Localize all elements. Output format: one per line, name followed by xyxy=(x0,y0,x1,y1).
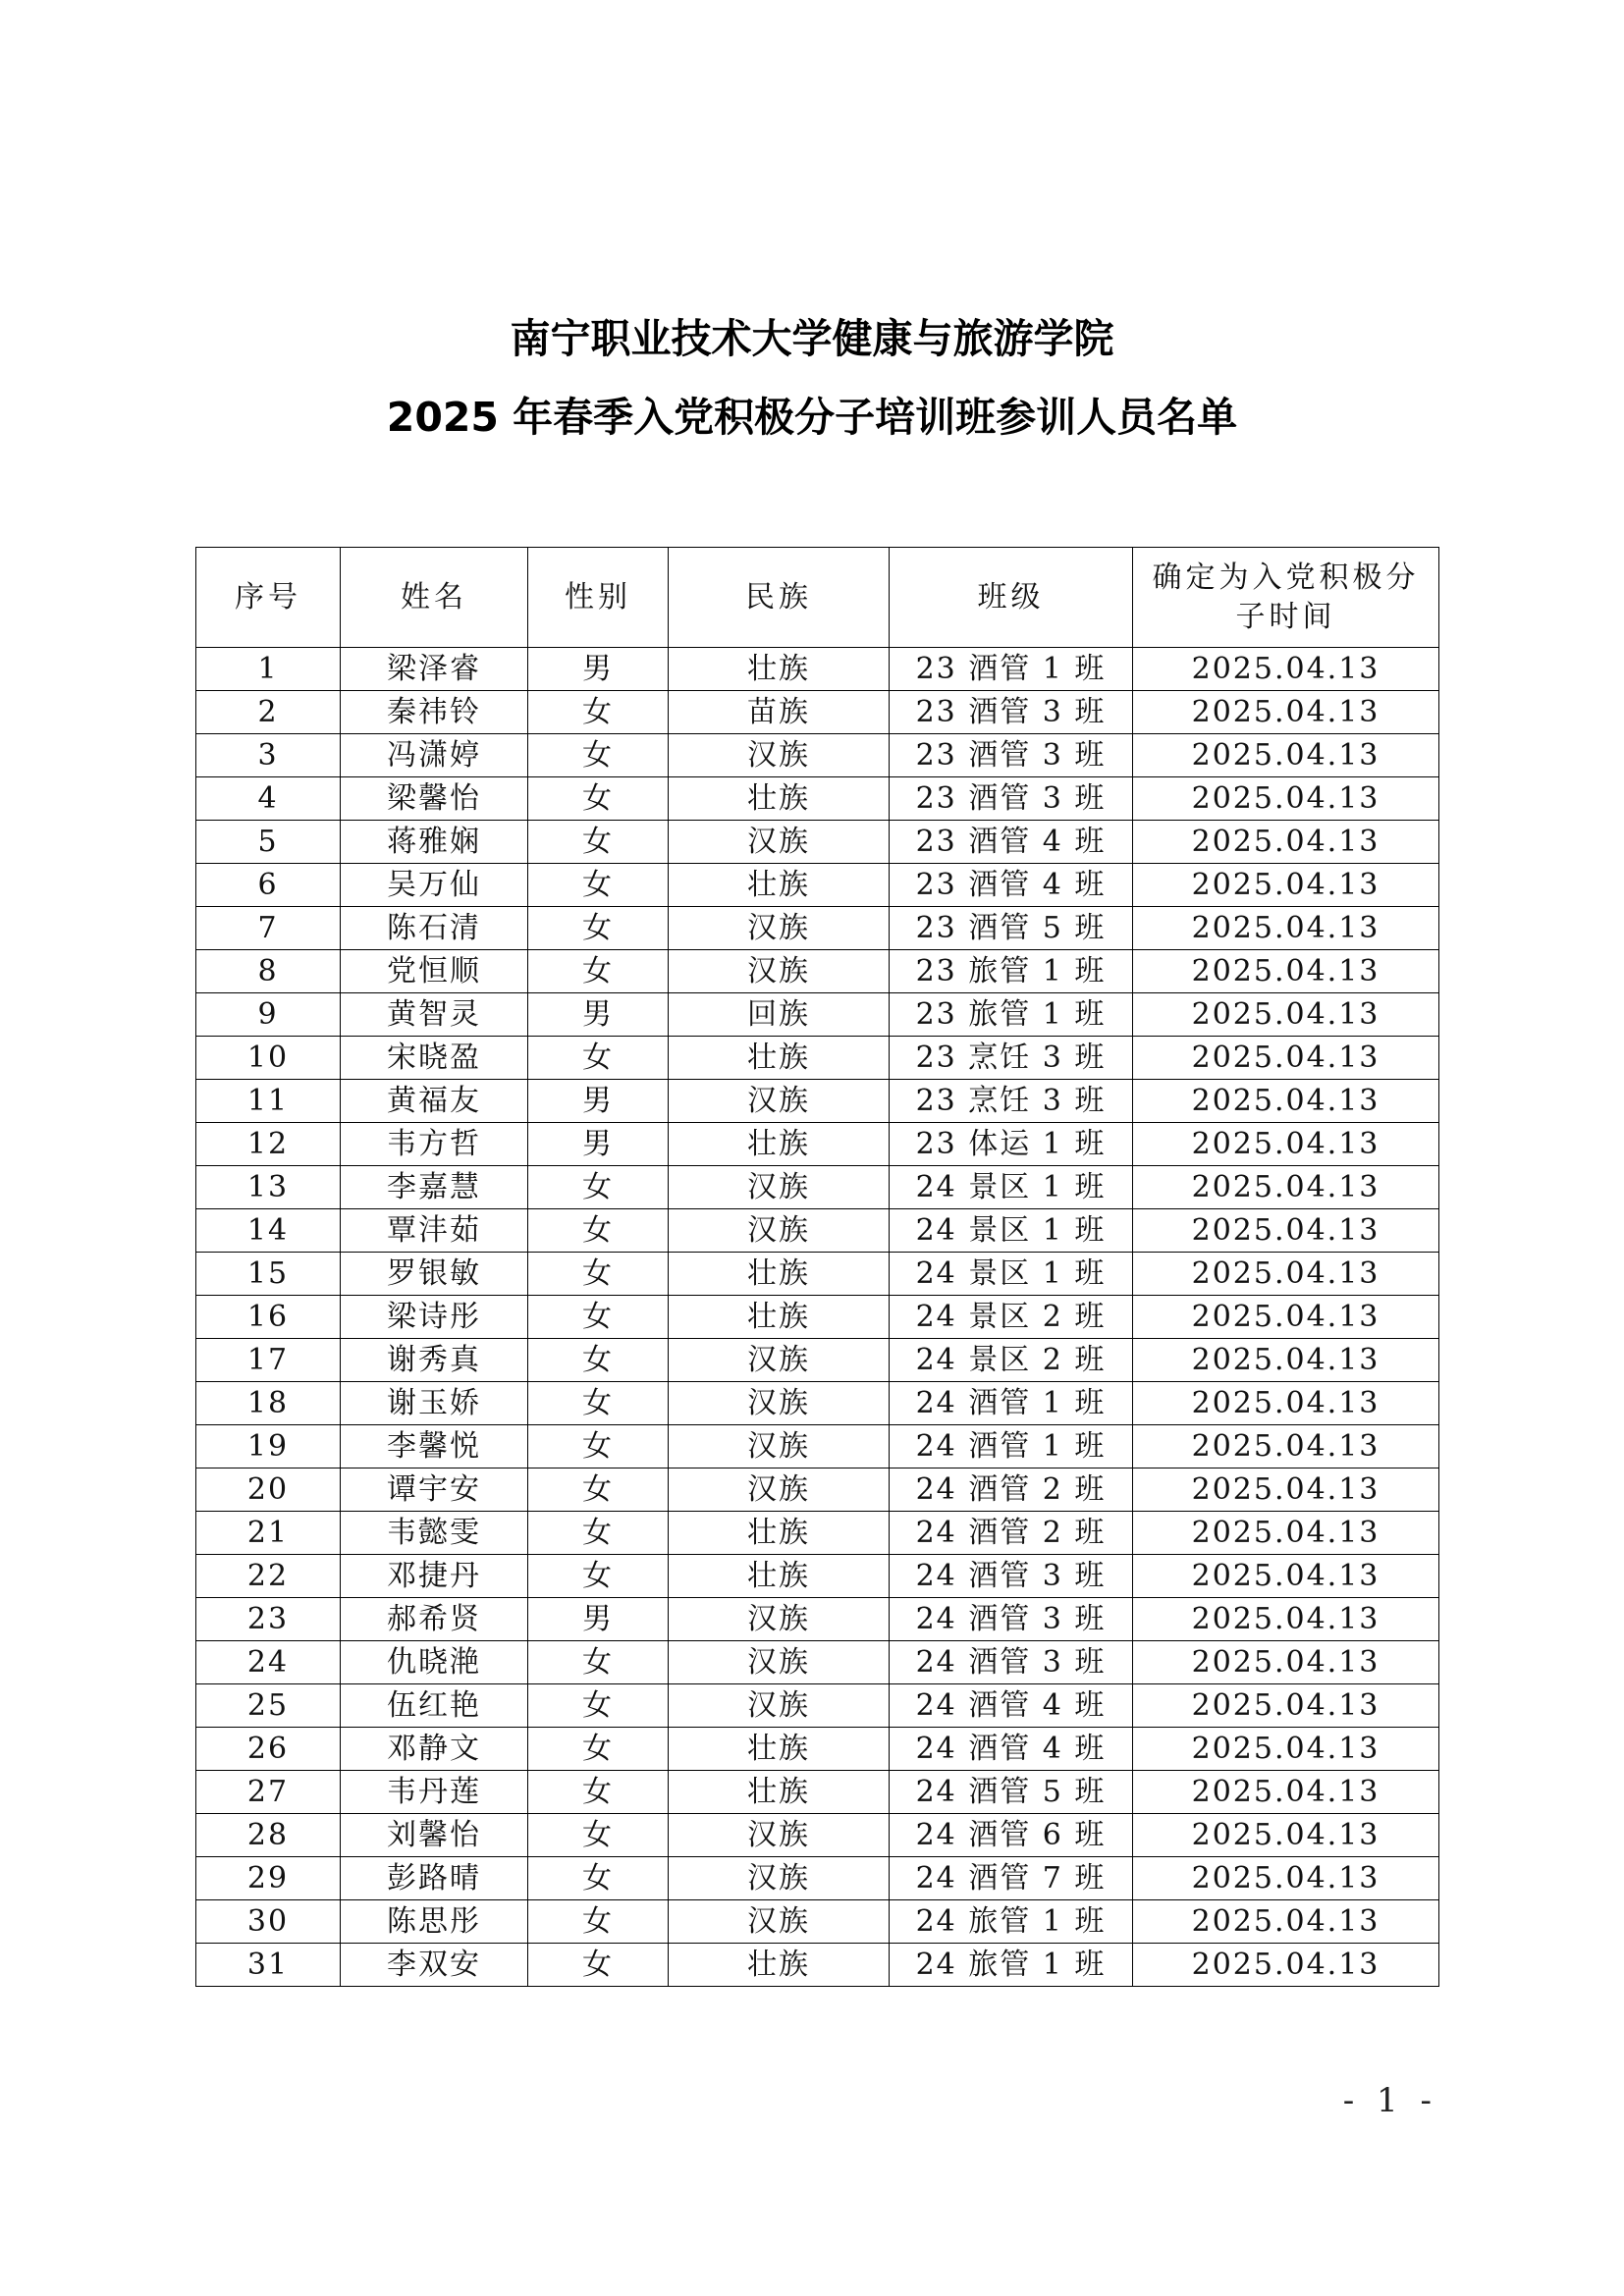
cell-class: 23 酒管 4 班 xyxy=(890,864,1133,907)
cell-name: 陈石清 xyxy=(341,907,528,950)
cell-confirm-date: 2025.04.13 xyxy=(1133,1555,1439,1598)
header-class: 班级 xyxy=(890,548,1133,648)
cell-index: 10 xyxy=(196,1037,341,1080)
cell-class: 23 酒管 3 班 xyxy=(890,777,1133,821)
cell-confirm-date: 2025.04.13 xyxy=(1133,1339,1439,1382)
table-row xyxy=(196,1771,1439,1814)
cell-class: 24 酒管 1 班 xyxy=(890,1382,1133,1425)
cell-gender: 女 xyxy=(528,907,669,950)
cell-confirm-date: 2025.04.13 xyxy=(1133,648,1439,691)
cell-ethnicity: 汉族 xyxy=(669,1166,890,1209)
table-row xyxy=(196,1857,1439,1900)
cell-gender: 女 xyxy=(528,1382,669,1425)
cell-index: 25 xyxy=(196,1684,341,1728)
cell-gender: 女 xyxy=(528,1253,669,1296)
cell-gender: 男 xyxy=(528,648,669,691)
cell-confirm-date: 2025.04.13 xyxy=(1133,864,1439,907)
cell-ethnicity: 壮族 xyxy=(669,777,890,821)
table-row xyxy=(196,777,1439,821)
cell-gender: 女 xyxy=(528,1209,669,1253)
cell-name: 梁馨怡 xyxy=(341,777,528,821)
cell-confirm-date: 2025.04.13 xyxy=(1133,1425,1439,1468)
table-row xyxy=(196,1253,1439,1296)
cell-confirm-date: 2025.04.13 xyxy=(1133,821,1439,864)
cell-class: 23 酒管 3 班 xyxy=(890,691,1133,734)
cell-index: 18 xyxy=(196,1382,341,1425)
cell-name: 梁泽睿 xyxy=(341,648,528,691)
cell-class: 24 酒管 4 班 xyxy=(890,1728,1133,1771)
cell-index: 12 xyxy=(196,1123,341,1166)
table-row xyxy=(196,1339,1439,1382)
table-row xyxy=(196,993,1439,1037)
cell-gender: 女 xyxy=(528,864,669,907)
cell-class: 23 烹饪 3 班 xyxy=(890,1080,1133,1123)
table-row xyxy=(196,1296,1439,1339)
table-row xyxy=(196,1123,1439,1166)
cell-class: 23 旅管 1 班 xyxy=(890,950,1133,993)
table-row xyxy=(196,1900,1439,1944)
cell-gender: 女 xyxy=(528,1641,669,1684)
table-row xyxy=(196,1598,1439,1641)
cell-ethnicity: 壮族 xyxy=(669,864,890,907)
cell-name: 邓静文 xyxy=(341,1728,528,1771)
cell-gender: 女 xyxy=(528,1728,669,1771)
cell-confirm-date: 2025.04.13 xyxy=(1133,1684,1439,1728)
cell-ethnicity: 汉族 xyxy=(669,907,890,950)
cell-confirm-date: 2025.04.13 xyxy=(1133,1771,1439,1814)
cell-name: 韦方哲 xyxy=(341,1123,528,1166)
cell-gender: 男 xyxy=(528,1123,669,1166)
cell-gender: 女 xyxy=(528,1555,669,1598)
cell-gender: 女 xyxy=(528,1900,669,1944)
table-row xyxy=(196,864,1439,907)
cell-ethnicity: 汉族 xyxy=(669,1814,890,1857)
cell-name: 覃沣茹 xyxy=(341,1209,528,1253)
cell-name: 彭路晴 xyxy=(341,1857,528,1900)
cell-class: 24 景区 2 班 xyxy=(890,1296,1133,1339)
cell-class: 23 旅管 1 班 xyxy=(890,993,1133,1037)
cell-confirm-date: 2025.04.13 xyxy=(1133,1080,1439,1123)
cell-gender: 女 xyxy=(528,1166,669,1209)
table-row xyxy=(196,1037,1439,1080)
cell-confirm-date: 2025.04.13 xyxy=(1133,734,1439,777)
cell-class: 23 酒管 3 班 xyxy=(890,734,1133,777)
cell-class: 24 旅管 1 班 xyxy=(890,1944,1133,1987)
table-row xyxy=(196,821,1439,864)
cell-index: 9 xyxy=(196,993,341,1037)
cell-gender: 女 xyxy=(528,1339,669,1382)
cell-gender: 女 xyxy=(528,821,669,864)
cell-ethnicity: 回族 xyxy=(669,993,890,1037)
table-row xyxy=(196,1728,1439,1771)
table-row xyxy=(196,1684,1439,1728)
cell-name: 谢玉娇 xyxy=(341,1382,528,1425)
cell-index: 13 xyxy=(196,1166,341,1209)
cell-index: 24 xyxy=(196,1641,341,1684)
cell-class: 23 酒管 4 班 xyxy=(890,821,1133,864)
cell-ethnicity: 壮族 xyxy=(669,1771,890,1814)
cell-class: 23 烹饪 3 班 xyxy=(890,1037,1133,1080)
cell-confirm-date: 2025.04.13 xyxy=(1133,1166,1439,1209)
cell-name: 梁诗彤 xyxy=(341,1296,528,1339)
cell-ethnicity: 汉族 xyxy=(669,1209,890,1253)
cell-gender: 女 xyxy=(528,1771,669,1814)
header-gender: 性别 xyxy=(528,548,669,648)
cell-index: 3 xyxy=(196,734,341,777)
cell-name: 郝希贤 xyxy=(341,1598,528,1641)
table-row xyxy=(196,1166,1439,1209)
cell-class: 24 景区 1 班 xyxy=(890,1209,1133,1253)
cell-index: 6 xyxy=(196,864,341,907)
table-row xyxy=(196,1641,1439,1684)
table-row xyxy=(196,1512,1439,1555)
cell-ethnicity: 汉族 xyxy=(669,1857,890,1900)
header-name: 姓名 xyxy=(341,548,528,648)
cell-confirm-date: 2025.04.13 xyxy=(1133,1037,1439,1080)
cell-ethnicity: 壮族 xyxy=(669,1253,890,1296)
cell-index: 11 xyxy=(196,1080,341,1123)
cell-name: 陈思彤 xyxy=(341,1900,528,1944)
cell-class: 24 酒管 2 班 xyxy=(890,1512,1133,1555)
cell-name: 李嘉慧 xyxy=(341,1166,528,1209)
cell-class: 24 酒管 1 班 xyxy=(890,1425,1133,1468)
cell-name: 伍红艳 xyxy=(341,1684,528,1728)
table-row xyxy=(196,1382,1439,1425)
cell-name: 党恒顺 xyxy=(341,950,528,993)
cell-confirm-date: 2025.04.13 xyxy=(1133,1728,1439,1771)
cell-name: 黄智灵 xyxy=(341,993,528,1037)
cell-index: 5 xyxy=(196,821,341,864)
cell-class: 24 酒管 3 班 xyxy=(890,1598,1133,1641)
cell-index: 23 xyxy=(196,1598,341,1641)
cell-gender: 女 xyxy=(528,1512,669,1555)
cell-ethnicity: 汉族 xyxy=(669,821,890,864)
cell-class: 24 景区 1 班 xyxy=(890,1166,1133,1209)
cell-ethnicity: 壮族 xyxy=(669,648,890,691)
cell-index: 15 xyxy=(196,1253,341,1296)
cell-class: 24 酒管 6 班 xyxy=(890,1814,1133,1857)
header-confirm-date: 确定为入党积极分子时间 xyxy=(1133,548,1439,648)
cell-gender: 男 xyxy=(528,1080,669,1123)
cell-ethnicity: 汉族 xyxy=(669,1468,890,1512)
cell-confirm-date: 2025.04.13 xyxy=(1133,1900,1439,1944)
cell-confirm-date: 2025.04.13 xyxy=(1133,777,1439,821)
cell-ethnicity: 壮族 xyxy=(669,1123,890,1166)
cell-name: 李馨悦 xyxy=(341,1425,528,1468)
cell-index: 31 xyxy=(196,1944,341,1987)
cell-name: 冯潇婷 xyxy=(341,734,528,777)
cell-gender: 女 xyxy=(528,1296,669,1339)
cell-confirm-date: 2025.04.13 xyxy=(1133,1857,1439,1900)
cell-index: 27 xyxy=(196,1771,341,1814)
cell-confirm-date: 2025.04.13 xyxy=(1133,1512,1439,1555)
cell-confirm-date: 2025.04.13 xyxy=(1133,691,1439,734)
cell-class: 23 酒管 1 班 xyxy=(890,648,1133,691)
table-row xyxy=(196,1814,1439,1857)
cell-gender: 女 xyxy=(528,777,669,821)
cell-gender: 女 xyxy=(528,1684,669,1728)
cell-index: 26 xyxy=(196,1728,341,1771)
cell-name: 秦祎铃 xyxy=(341,691,528,734)
cell-ethnicity: 汉族 xyxy=(669,1641,890,1684)
cell-ethnicity: 汉族 xyxy=(669,950,890,993)
table-row xyxy=(196,1555,1439,1598)
cell-name: 韦懿雯 xyxy=(341,1512,528,1555)
cell-index: 2 xyxy=(196,691,341,734)
cell-confirm-date: 2025.04.13 xyxy=(1133,1123,1439,1166)
cell-confirm-date: 2025.04.13 xyxy=(1133,1253,1439,1296)
cell-confirm-date: 2025.04.13 xyxy=(1133,1641,1439,1684)
cell-gender: 女 xyxy=(528,1857,669,1900)
cell-name: 李双安 xyxy=(341,1944,528,1987)
cell-name: 刘馨怡 xyxy=(341,1814,528,1857)
cell-ethnicity: 壮族 xyxy=(669,1296,890,1339)
table-row xyxy=(196,734,1439,777)
cell-gender: 女 xyxy=(528,691,669,734)
cell-class: 24 酒管 7 班 xyxy=(890,1857,1133,1900)
title-line-2: 2025 年春季入党积极分子培训班参训人员名单 xyxy=(386,394,1238,441)
cell-class: 23 酒管 5 班 xyxy=(890,907,1133,950)
cell-class: 24 酒管 3 班 xyxy=(890,1555,1133,1598)
cell-gender: 女 xyxy=(528,1944,669,1987)
cell-name: 罗银敏 xyxy=(341,1253,528,1296)
table-header-row xyxy=(196,548,1439,648)
cell-index: 22 xyxy=(196,1555,341,1598)
cell-name: 邓捷丹 xyxy=(341,1555,528,1598)
cell-class: 24 酒管 2 班 xyxy=(890,1468,1133,1512)
cell-class: 24 旅管 1 班 xyxy=(890,1900,1133,1944)
table-row xyxy=(196,1080,1439,1123)
cell-gender: 女 xyxy=(528,1037,669,1080)
cell-ethnicity: 汉族 xyxy=(669,1900,890,1944)
cell-ethnicity: 汉族 xyxy=(669,734,890,777)
cell-name: 韦丹莲 xyxy=(341,1771,528,1814)
cell-gender: 男 xyxy=(528,1598,669,1641)
header-ethnicity: 民族 xyxy=(669,548,890,648)
cell-ethnicity: 壮族 xyxy=(669,1728,890,1771)
cell-confirm-date: 2025.04.13 xyxy=(1133,907,1439,950)
cell-confirm-date: 2025.04.13 xyxy=(1133,1382,1439,1425)
cell-gender: 女 xyxy=(528,1468,669,1512)
table-row xyxy=(196,1944,1439,1987)
cell-index: 21 xyxy=(196,1512,341,1555)
cell-name: 吴万仙 xyxy=(341,864,528,907)
cell-index: 1 xyxy=(196,648,341,691)
cell-name: 仇晓滟 xyxy=(341,1641,528,1684)
cell-index: 16 xyxy=(196,1296,341,1339)
cell-index: 29 xyxy=(196,1857,341,1900)
cell-ethnicity: 汉族 xyxy=(669,1339,890,1382)
cell-index: 30 xyxy=(196,1900,341,1944)
table-row xyxy=(196,950,1439,993)
cell-index: 8 xyxy=(196,950,341,993)
cell-index: 20 xyxy=(196,1468,341,1512)
cell-index: 4 xyxy=(196,777,341,821)
cell-index: 14 xyxy=(196,1209,341,1253)
cell-class: 24 景区 1 班 xyxy=(890,1253,1133,1296)
cell-ethnicity: 汉族 xyxy=(669,1598,890,1641)
cell-ethnicity: 汉族 xyxy=(669,1080,890,1123)
cell-ethnicity: 汉族 xyxy=(669,1684,890,1728)
cell-name: 谭宇安 xyxy=(341,1468,528,1512)
cell-confirm-date: 2025.04.13 xyxy=(1133,1598,1439,1641)
cell-class: 23 体运 1 班 xyxy=(890,1123,1133,1166)
cell-index: 19 xyxy=(196,1425,341,1468)
cell-ethnicity: 汉族 xyxy=(669,1425,890,1468)
cell-ethnicity: 壮族 xyxy=(669,1555,890,1598)
cell-gender: 女 xyxy=(528,734,669,777)
cell-ethnicity: 壮族 xyxy=(669,1512,890,1555)
cell-gender: 女 xyxy=(528,1425,669,1468)
cell-name: 宋晓盈 xyxy=(341,1037,528,1080)
cell-gender: 女 xyxy=(528,1814,669,1857)
cell-class: 24 酒管 5 班 xyxy=(890,1771,1133,1814)
table-row xyxy=(196,1468,1439,1512)
cell-index: 28 xyxy=(196,1814,341,1857)
table-row xyxy=(196,691,1439,734)
table-row xyxy=(196,907,1439,950)
table-row xyxy=(196,648,1439,691)
cell-confirm-date: 2025.04.13 xyxy=(1133,1814,1439,1857)
cell-confirm-date: 2025.04.13 xyxy=(1133,993,1439,1037)
cell-gender: 女 xyxy=(528,950,669,993)
cell-confirm-date: 2025.04.13 xyxy=(1133,1209,1439,1253)
cell-class: 24 酒管 4 班 xyxy=(890,1684,1133,1728)
cell-confirm-date: 2025.04.13 xyxy=(1133,950,1439,993)
table-row xyxy=(196,1425,1439,1468)
table-body xyxy=(196,648,1439,1987)
cell-confirm-date: 2025.04.13 xyxy=(1133,1296,1439,1339)
page-number: - 1 - xyxy=(1342,2081,1437,2120)
cell-ethnicity: 汉族 xyxy=(669,1382,890,1425)
cell-name: 黄福友 xyxy=(341,1080,528,1123)
title-line-1: 南宁职业技术大学健康与旅游学院 xyxy=(510,315,1114,362)
header-index: 序号 xyxy=(196,548,341,648)
cell-confirm-date: 2025.04.13 xyxy=(1133,1468,1439,1512)
cell-index: 17 xyxy=(196,1339,341,1382)
cell-name: 蒋雅娴 xyxy=(341,821,528,864)
cell-class: 24 景区 2 班 xyxy=(890,1339,1133,1382)
cell-name: 谢秀真 xyxy=(341,1339,528,1382)
roster-table xyxy=(195,547,1439,1987)
document-title xyxy=(0,299,1624,456)
cell-ethnicity: 壮族 xyxy=(669,1037,890,1080)
cell-ethnicity: 壮族 xyxy=(669,1944,890,1987)
cell-class: 24 酒管 3 班 xyxy=(890,1641,1133,1684)
cell-index: 7 xyxy=(196,907,341,950)
cell-gender: 男 xyxy=(528,993,669,1037)
table-row xyxy=(196,1209,1439,1253)
cell-confirm-date: 2025.04.13 xyxy=(1133,1944,1439,1987)
cell-ethnicity: 苗族 xyxy=(669,691,890,734)
